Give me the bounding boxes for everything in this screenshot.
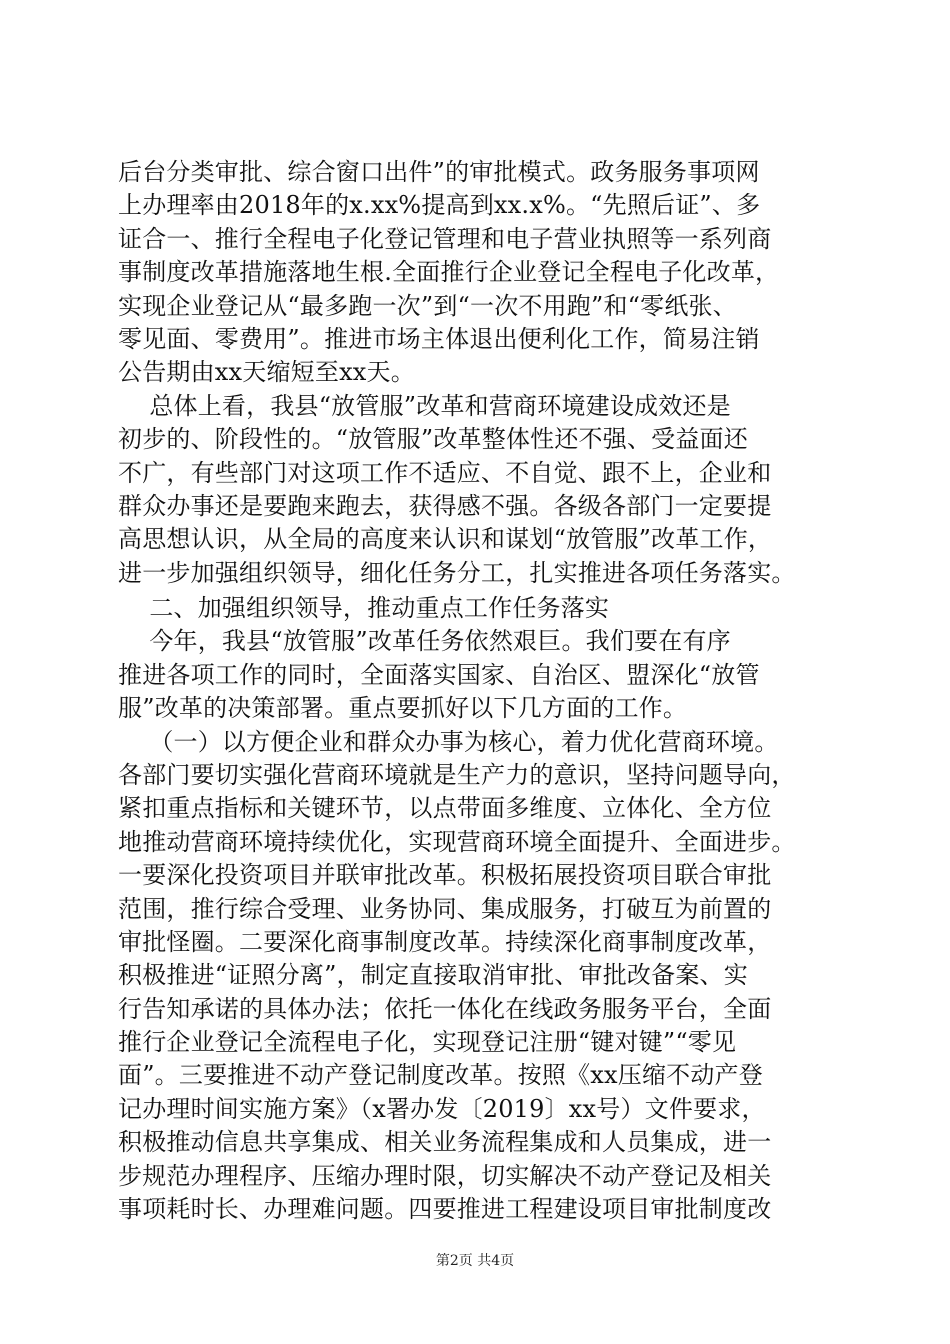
text-line: 事制度改革措施落地生根.全面推行企业登记全程电子化改革， (118, 258, 780, 287)
text-line: 步规范办理程序、压缩办理时限，切实解决不动产登记及相关 (118, 1161, 772, 1190)
text-line: 范围，推行综合受理、业务协同、集成服务，打破互为前置的 (118, 894, 772, 923)
text-line: 零见面、零费用”。推进市场主体退出便利化工作，简易注销 (118, 324, 760, 353)
text-line: 推行企业登记全流程电子化，实现登记注册“键对键”“零见 (118, 1028, 737, 1057)
text-line: 一要深化投资项目并联审批改革。积极拓展投资项目联合审批 (118, 861, 772, 890)
text-line: 事项耗时长、办理难问题。四要推进工程建设项目审批制度改 (118, 1195, 772, 1224)
body-text-block-1 (118, 156, 834, 590)
text-line: （一）以方便企业和群众办事为核心，着力优化营商环境。 (118, 727, 779, 756)
text-line: 紧扣重点指标和关键环节，以点带面多维度、立体化、全方位 (118, 794, 772, 823)
text-line: 二、加强组织领导，推动重点工作任务落实 (118, 594, 610, 622)
text-line: 上办理率由2018年的x.xx%提高到xx.x%。“先照后证”、多 (118, 191, 761, 220)
text-line: 行告知承诺的具体办法；依托一体化在线政务服务平台，全面 (118, 994, 772, 1023)
text-line: 面”。三要推进不动产登记制度改革。按照《xx压缩不动产登 (118, 1061, 763, 1090)
text-line: 证合一、推行全程电子化登记管理和电子营业执照等一系列商 (118, 224, 772, 253)
page-footer: 第2页 共4页 (435, 1253, 515, 1269)
text-line: 积极推进“证照分离”，制定直接取消审批、审批改备案、实 (118, 961, 748, 990)
text-line: 初步的、阶段性的。“放管服”改革整体性还不强、受益面还 (118, 425, 748, 454)
text-line: 高思想认识，从全局的高度来认识和谋划“放管服”改革工作， (118, 525, 773, 554)
text-line: 地推动营商环境持续优化，实现营商环境全面提升、全面进步。 (118, 827, 796, 856)
text-line: 记办理时间实施方案》（x署办发〔2019〕xx号）文件要求， (118, 1094, 766, 1123)
text-line: 不广，有些部门对这项工作不适应、不自觉、跟不上，企业和 (118, 458, 772, 487)
text-line: 今年，我县“放管服”改革任务依然艰巨。我们要在有序 (118, 627, 731, 656)
text-line: 推进各项工作的同时，全面落实国家、自治区、盟深化“放管 (118, 660, 760, 689)
text-line: 公告期由xx天缩短至xx天。 (118, 358, 415, 387)
text-line: 各部门要切实强化营商环境就是生产力的意识，坚持问题导向， (118, 760, 796, 789)
text-line: 进一步加强组织领导，细化任务分工，扎实推进各项任务落实。 (118, 558, 796, 587)
text-line: 服”改革的决策部署。重点要抓好以下几方面的工作。 (118, 694, 688, 723)
text-line: 审批怪圈。二要深化商事制度改革。持续深化商事制度改革， (118, 927, 772, 956)
text-line: 后台分类审批、综合窗口出件”的审批模式。政务服务事项网 (118, 158, 760, 186)
text-line: 总体上看，我县“放管服”改革和营商环境建设成效还是 (118, 391, 731, 420)
text-line: 群众办事还是要跑来跑去，获得感不强。各级各部门一定要提 (118, 491, 772, 520)
text-line: 实现企业登记从“最多跑一次”到“一次不用跑”和“零纸张、 (118, 291, 737, 320)
text-line: 积极推动信息共享集成、相关业务流程集成和人员集成，进一 (118, 1128, 772, 1157)
body-text-block-2 (118, 592, 834, 1226)
